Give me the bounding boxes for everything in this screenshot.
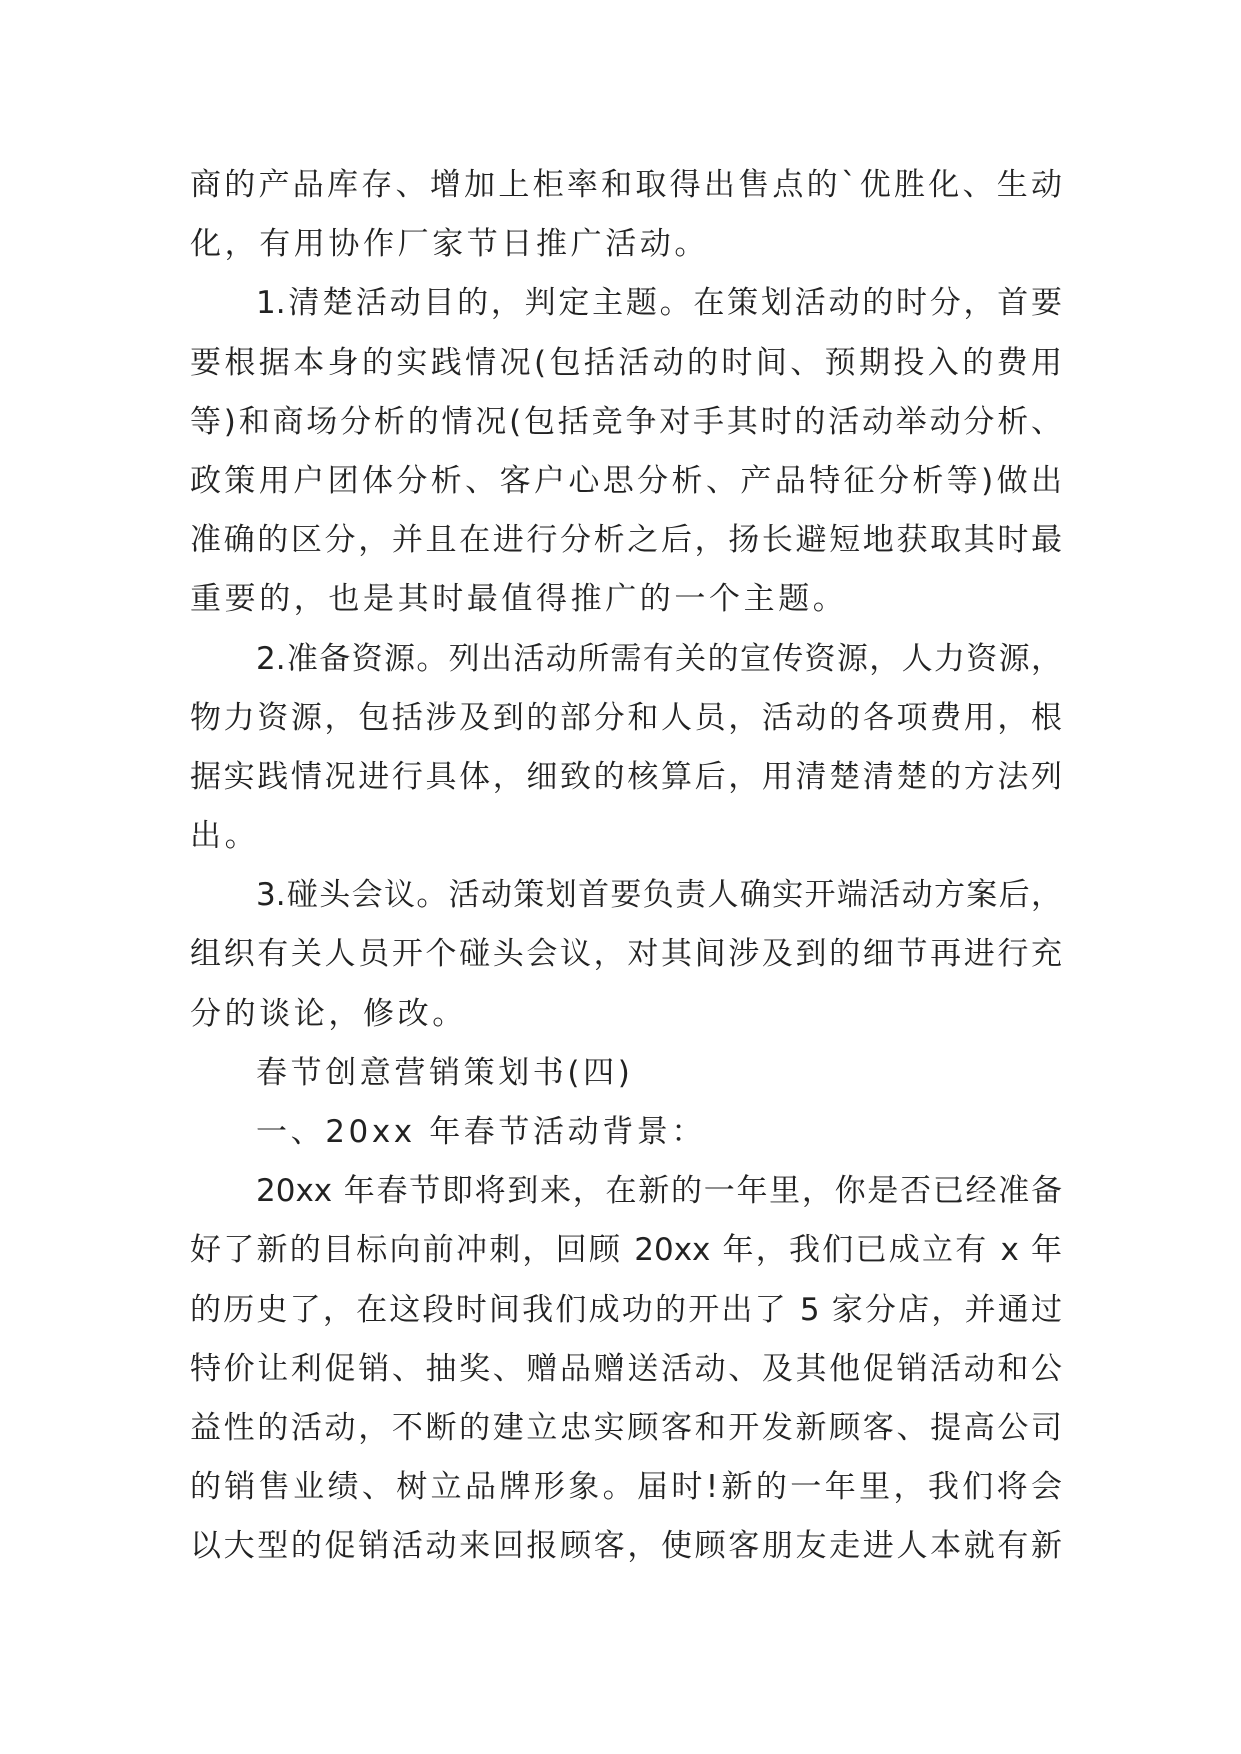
- text-line: 特价让利促销、抽奖、赠品赠送活动、及其他促销活动和公: [190, 1350, 1062, 1387]
- text-line: 1.清楚活动目的，判定主题。在策划活动的时分，首要: [256, 285, 1062, 322]
- text-line: 出。: [190, 818, 260, 855]
- text-line: 分的谈论，修改。: [190, 995, 467, 1032]
- text-line: 要根据本身的实践情况(包括活动的时间、预期投入的费用: [190, 344, 1062, 381]
- text-line: 春节创意营销策划书(四): [256, 1054, 634, 1091]
- text-line: 等)和商场分析的情况(包括竞争对手其时的活动举动分析、: [190, 403, 1062, 440]
- text-line: 益性的活动，不断的建立忠实顾客和开发新顾客、提高公司: [190, 1409, 1062, 1446]
- text-line: 据实践情况进行具体，细致的核算后，用清楚清楚的方法列: [190, 758, 1062, 795]
- text-line: 化，有用协作厂家节日推广活动。: [190, 226, 709, 263]
- text-line: 组织有关人员开个碰头会议，对其间涉及到的细节再进行充: [190, 936, 1062, 973]
- text-line: 商的产品库存、增加上柜率和取得出售点的`优胜化、生动: [190, 167, 1062, 203]
- text-line: 一、20xx 年春节活动背景：: [256, 1114, 706, 1150]
- text-line: 3.碰头会议。活动策划首要负责人确实开端活动方案后，: [256, 877, 1062, 914]
- text-line: 的历史了，在这段时间我们成功的开出了 5 家分店，并通过: [190, 1291, 1062, 1328]
- text-line: 物力资源，包括涉及到的部分和人员，活动的各项费用，根: [190, 699, 1062, 736]
- document-body: [190, 156, 1062, 1577]
- text-line: 的销售业绩、树立品牌形象。届时!新的一年里，我们将会: [190, 1469, 1062, 1506]
- text-line: 2.准备资源。列出活动所需有关的宣传资源，人力资源，: [256, 640, 1062, 677]
- text-line: 20xx 年春节即将到来，在新的一年里，你是否已经准备: [256, 1173, 1062, 1210]
- text-line: 以大型的促销活动来回报顾客，使顾客朋友走进人本就有新: [190, 1528, 1062, 1565]
- text-line: 重要的，也是其时最值得推广的一个主题。: [190, 581, 848, 618]
- text-line: 政策用户团体分析、客户心思分析、产品特征分析等)做出: [190, 462, 1062, 499]
- text-line: 好了新的目标向前冲刺，回顾 20xx 年，我们已成立有 x 年: [190, 1232, 1062, 1269]
- text-line: 准确的区分，并且在进行分析之后，扬长避短地获取其时最: [190, 522, 1062, 559]
